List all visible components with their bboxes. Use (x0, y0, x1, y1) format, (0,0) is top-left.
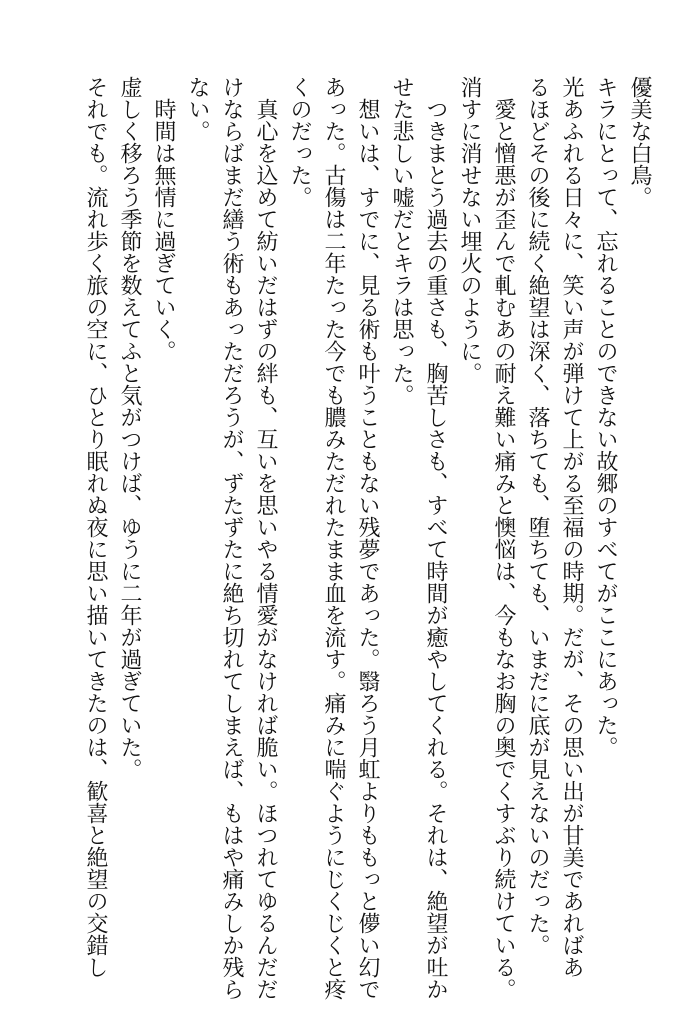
text-line: 虚しく移ろう季節を数えてふと気がつけば、ゆうに二年が過ぎていた。 (117, 76, 142, 780)
text-line: 時間は無情に過ぎていく。 (151, 98, 176, 362)
text-line: キラにとって、忘れることのできない故郷のすべてがここにあった。 (593, 76, 618, 758)
text-line: 優美な白鳥。 (627, 76, 652, 208)
text-line: せた悲しい嘘だとキラは思った。 (389, 76, 414, 406)
text-line: 光あふれる日々に、笑い声が弾けて上がる至福の時期。だが、その思い出が甘美であればあ (559, 76, 584, 978)
text-line: くのだった。 (287, 76, 312, 208)
text-line: るほどその後に続く絶望は深く、落ちても、堕ちても、いまだに底が見えないのだった。 (525, 76, 550, 956)
text-line: 消すに消せない埋火のように。 (457, 76, 482, 384)
text-line: 愛と憎悪が歪んで軋むあの耐え難い痛みと懊悩は、今もなお胸の奥でくすぶり続けている。 (491, 98, 516, 1000)
text-line: 想いは、すでに、見る術も叶うこともない残夢であった。翳ろう月虹よりももっと儚い幻で (355, 98, 380, 1000)
text-line: つきまとう過去の重さも、胸苦しさも、すべて時間が癒やしてくれる。それは、絶望が吐か (423, 98, 448, 1000)
vertical-text-body (44, 76, 656, 1000)
text-line: 真心を込めて紡いだはずの絆も、互いを思いやる情愛がなければ脆い。ほつれてゆるんだだ (253, 98, 278, 1000)
text-line: あった。古傷は二年たった今でも膿みただれたまま血を流す。痛みに喘ぐようにじくじくと疼 (321, 76, 346, 1000)
text-line: それでも。流れ歩く旅の空に、ひとり眠れぬ夜に思い描いてきたのは、歓喜と絶望の交錯し (83, 76, 108, 978)
text-line: ない。 (185, 76, 210, 142)
text-line: けならばまだ繕う術もあっただろうが、ずたずたに絶ち切れてしまえば、もはや痛みしか残ら (219, 76, 244, 1000)
